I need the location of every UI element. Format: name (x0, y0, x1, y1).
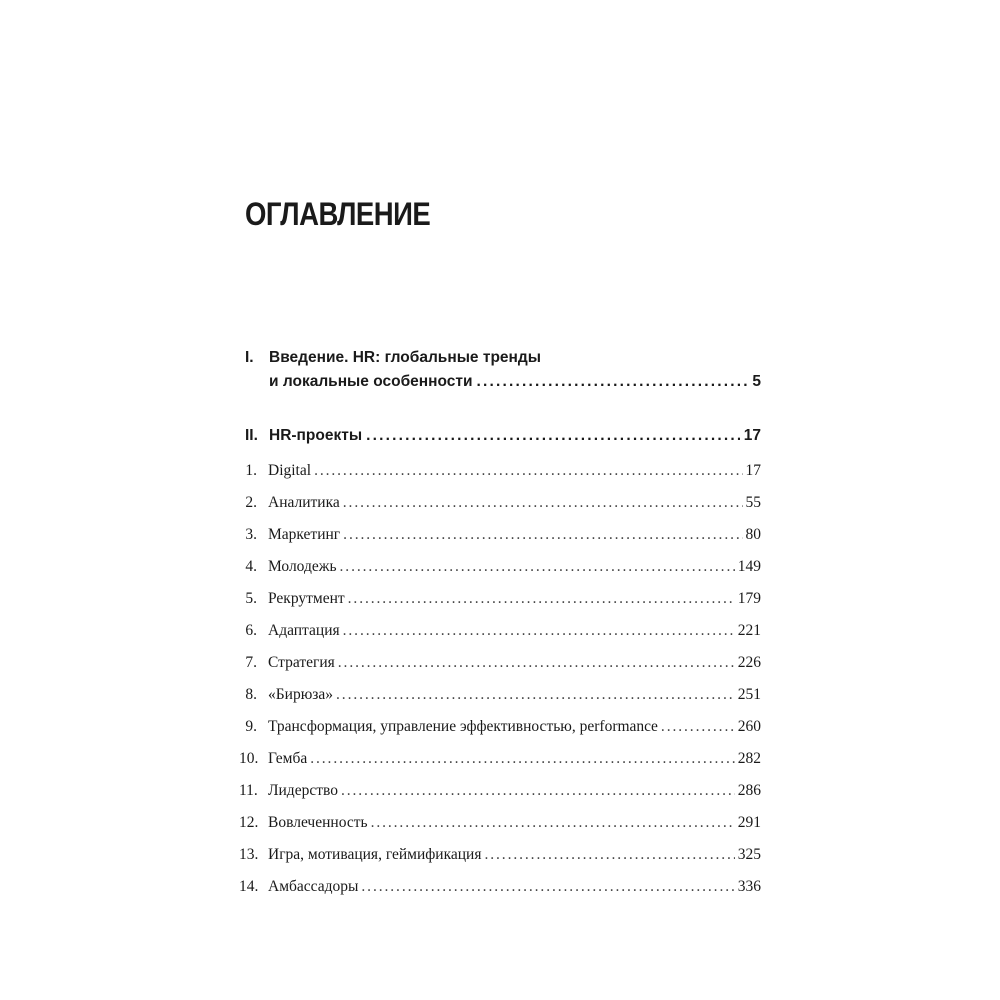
chapter-title: Аналитика (268, 494, 340, 511)
dot-leader (348, 586, 735, 612)
chapter-title: Амбассадоры (268, 878, 359, 895)
chapter-number: 1. (245, 462, 257, 479)
part-numeral: II. (245, 427, 258, 444)
toc-entry[interactable] (245, 490, 761, 522)
toc-part-2[interactable] (245, 424, 761, 448)
chapter-number: 11. (239, 782, 258, 799)
dot-leader (314, 458, 742, 484)
chapter-number: 14. (239, 878, 259, 895)
chapter-number: 8. (245, 686, 257, 703)
toc-entry[interactable] (245, 650, 761, 682)
chapter-title: Игра, мотивация, геймификация (268, 846, 482, 863)
dot-leader (340, 554, 735, 580)
toc-entry[interactable] (245, 522, 761, 554)
chapter-page-number: 291 (737, 814, 761, 831)
chapter-number: 6. (245, 622, 257, 639)
chapter-title: Вовлеченность (268, 814, 368, 831)
toc-entry[interactable] (245, 586, 761, 618)
chapter-page-number: 286 (737, 782, 761, 799)
chapter-page-number: 336 (737, 878, 761, 895)
chapter-title: Молодежь (268, 558, 337, 575)
chapter-page-number: 221 (737, 622, 761, 639)
chapter-page-number: 17 (745, 462, 761, 479)
dot-leader (366, 424, 740, 448)
dot-leader (484, 842, 734, 868)
chapter-number: 2. (245, 494, 257, 511)
dot-leader (371, 810, 735, 836)
chapter-page-number: 80 (745, 526, 761, 543)
dot-leader (310, 746, 735, 772)
chapter-number: 3. (245, 526, 257, 543)
dot-leader (477, 370, 749, 394)
dot-leader (661, 714, 735, 740)
chapter-page-number: 325 (737, 846, 761, 863)
chapter-page-number: 179 (737, 590, 761, 607)
dot-leader (338, 650, 735, 676)
chapter-number: 7. (245, 654, 257, 671)
part-title: HR-проекты (269, 427, 363, 444)
chapter-page-number: 149 (737, 558, 761, 575)
chapter-page-number: 260 (737, 718, 761, 735)
toc-entry[interactable] (245, 618, 761, 650)
toc-entry[interactable] (245, 458, 761, 490)
dot-leader (343, 490, 743, 516)
chapter-page-number: 282 (737, 750, 761, 767)
chapter-title: Маркетинг (268, 526, 341, 543)
part-page-number: 17 (743, 427, 761, 444)
dot-leader (343, 522, 742, 548)
dot-leader (361, 874, 734, 900)
chapter-list (239, 458, 761, 906)
page-title: ОГЛАВЛЕНИЕ (245, 196, 431, 232)
chapter-title: Digital (268, 462, 312, 479)
toc-entry[interactable] (245, 554, 761, 586)
chapter-page-number: 251 (737, 686, 761, 703)
chapter-title: Стратегия (268, 654, 335, 671)
dot-leader (341, 778, 735, 804)
chapter-title: Лидерство (268, 782, 338, 799)
chapter-title: «Бирюза» (268, 686, 334, 703)
toc-part-1[interactable] (245, 346, 761, 394)
chapter-title: Гемба (268, 750, 308, 767)
toc-entry[interactable] (245, 682, 761, 714)
toc-entry[interactable] (245, 714, 761, 746)
chapter-page-number: 226 (737, 654, 761, 671)
toc-entry[interactable] (239, 874, 761, 906)
part-title-line-1: Введение. HR: глобальные тренды (269, 349, 541, 366)
part-page-number: 5 (752, 373, 761, 390)
chapter-title: Трансформация, управление эффективностью, performance (268, 718, 658, 735)
chapter-number: 12. (239, 814, 259, 831)
chapter-number: 9. (245, 718, 257, 735)
toc-entry[interactable] (239, 778, 761, 810)
part-title-line-2: и локальные особенности (269, 373, 473, 390)
toc-entry[interactable] (239, 842, 761, 874)
part-numeral: I. (245, 349, 254, 366)
toc-entry[interactable] (239, 810, 761, 842)
chapter-page-number: 55 (745, 494, 761, 511)
dot-leader (336, 682, 735, 708)
chapter-title: Рекрутмент (268, 590, 345, 607)
chapter-number: 10. (239, 750, 259, 767)
toc-entry[interactable] (239, 746, 761, 778)
dot-leader (343, 618, 735, 644)
chapter-number: 4. (245, 558, 257, 575)
chapter-title: Адаптация (268, 622, 340, 639)
chapter-number: 13. (239, 846, 259, 863)
chapter-number: 5. (245, 590, 257, 607)
